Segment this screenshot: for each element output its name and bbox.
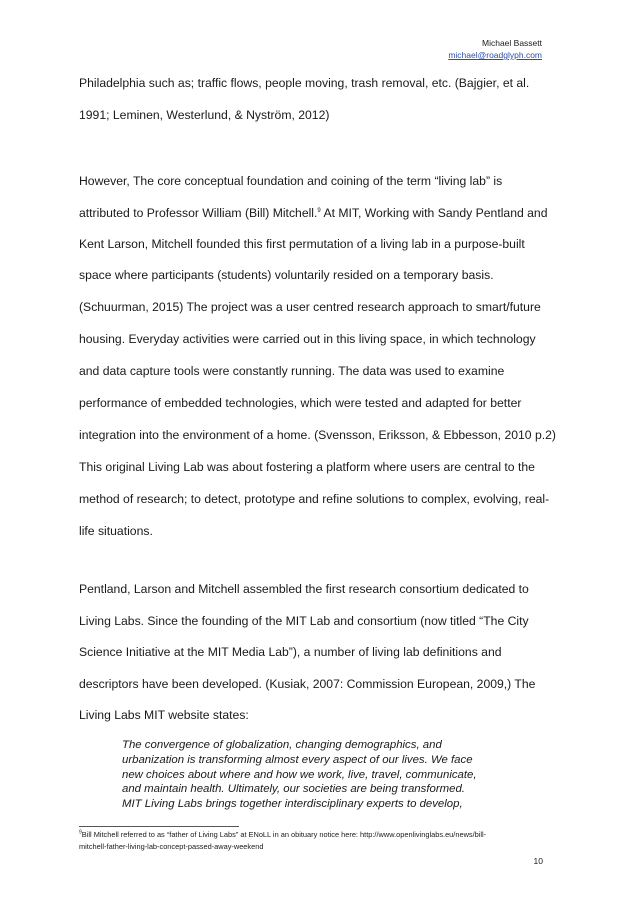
- paragraph-3-line-4: descriptors have been developed. (Kusiak, 2007: Commission European, 2009,) The: [79, 677, 536, 691]
- paragraph-3-line-1: Pentland, Larson and Mitchell assembled the first research consortium dedicated to: [79, 582, 529, 596]
- paragraph-2-line-8: performance of embedded technologies, which were tested and adapted for better: [79, 396, 522, 410]
- paragraph-2-line-4: space where participants (students) voluntarily resided on a temporary basis.: [79, 268, 494, 282]
- header-author: Michael Bassett: [482, 38, 542, 48]
- page-number: 10: [533, 856, 543, 866]
- footnote-line-1: [79, 829, 559, 841]
- footnote-number: 9: [79, 829, 82, 836]
- paragraph-1-line-2: 1991; Leminen, Westerlund, & Nyström, 2012): [79, 108, 330, 122]
- quote-line-1: The convergence of globalization, changing demographics, and: [122, 739, 442, 751]
- quote-line-4: and maintain health. Ultimately, our societies are being transformed.: [122, 783, 465, 796]
- paragraph-2-line-9: integration into the environment of a home. (Svensson, Eriksson, & Ebbesson, 2010 p.2): [79, 428, 556, 442]
- paragraph-2-line-3: Kent Larson, Mitchell founded this first permutation of a living lab in a purpose-built: [79, 237, 525, 251]
- paragraph-2-line-7: and data capture tools were constantly running. The data was used to examine: [79, 364, 505, 378]
- quote-line-5: MIT Living Labs brings together interdisciplinary experts to develop,: [122, 798, 463, 811]
- quote-line-2: urbanization is transforming almost every aspect of our lives. We face: [122, 753, 473, 766]
- paragraph-2-line-10: This original Living Lab was about fostering a platform where users are central to the: [79, 460, 535, 474]
- footnote: [79, 829, 559, 853]
- paragraph-2-line-6: housing. Everyday activities were carried out in this living space, in which technology: [79, 332, 536, 346]
- paragraph-2-line-2-continuation: At MIT, Working with Sandy Pentland and: [320, 206, 548, 220]
- paragraph-2-line-1: However, The core conceptual foundation and coining of the term “living lab” is: [79, 174, 503, 188]
- header-email-link[interactable]: michael@roadglyph.com: [448, 50, 542, 60]
- paragraph-2-line-2-text: attributed to Professor William (Bill) Mitchell.: [79, 206, 318, 220]
- paragraph-2-line-5: (Schuurman, 2015) The project was a user centred research approach to smart/future: [79, 300, 541, 314]
- paragraph-3-line-2: Living Labs. Since the founding of the MIT Lab and consortium (now titled “The City: [79, 614, 529, 628]
- paragraph-1-line-1: Philadelphia such as; traffic flows, people moving, trash removal, etc. (Bajgier, et al.: [79, 76, 530, 90]
- block-quote: [122, 738, 522, 812]
- footnote-line-2: mitchell-father-living-lab-concept-passed-away-weekend: [79, 842, 264, 851]
- paragraph-3-line-3: Science Initiative at the MIT Media Lab”), a number of living lab definitions and: [79, 645, 502, 659]
- paragraph-2-line-11: method of research; to detect, prototype and refine solutions to complex, evolving, real-: [79, 492, 550, 506]
- quote-line-3: new choices about where and how we work, live, travel, communicate,: [122, 768, 477, 781]
- footnote-text: Bill Mitchell referred to as “father of Living Labs” at ENoLL in an obituary notice here: http://www.openlivinglabs.eu/news/bill-: [81, 830, 487, 839]
- page-header: [448, 37, 542, 61]
- footnote-divider: [79, 826, 239, 827]
- footnote-ref-9[interactable]: 9: [317, 207, 321, 214]
- paragraph-3-line-5: Living Labs MIT website states:: [79, 708, 249, 722]
- paragraph-2-line-2: [79, 206, 547, 220]
- paragraph-2-line-12: life situations.: [79, 524, 153, 538]
